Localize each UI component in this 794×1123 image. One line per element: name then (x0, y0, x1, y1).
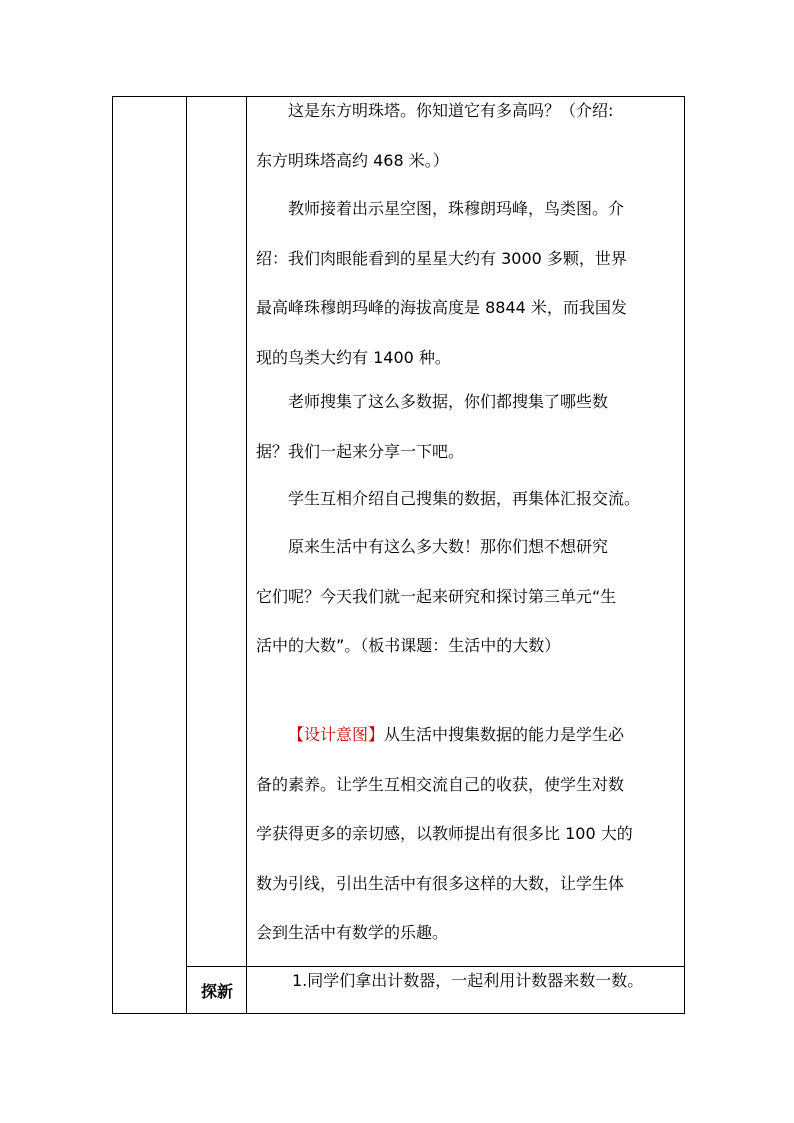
text-line: 据？我们一起来分享一下吧。 (256, 441, 465, 461)
text-line: 东方明珠塔高约 468 米。） (256, 150, 449, 170)
design-intent-label: 【设计意图】 (288, 725, 385, 744)
paragraph-stars-everest-birds (256, 184, 684, 382)
section-label-explore: 探新 (200, 982, 233, 1001)
text-line: 绍：我们肉眼能看到的星星大约有 3000 多颗，世界 (256, 248, 627, 268)
design-intent-text: 从生活中搜集数据的能力是学生必 (384, 725, 625, 744)
text-line: 最高峰珠穆朗玛峰的海拔高度是 8844 米，而我国发 (256, 298, 627, 317)
text-line: 它们呢？今天我们就一起来研究和探讨第三单元“生 (256, 586, 617, 606)
paragraph-students-share (256, 474, 684, 524)
text-line: 原来生活中有这么多大数！那你们想不想研究 (288, 537, 609, 556)
text-line: 1.同学们拿出计数器，一起利用计数器来数一数。 (292, 971, 644, 990)
table-right-border (684, 96, 685, 1014)
table-col-divider-1 (186, 96, 187, 1014)
table-col-divider-2 (246, 96, 247, 1014)
text-line: 教师接着出示星空图，珠穆朗玛峰，鸟类图。介 (288, 199, 625, 218)
paragraph-teacher-collected (256, 377, 684, 476)
text-line: 活中的大数”。（板书课题：生活中的大数） (256, 636, 561, 655)
paragraph-design-intent (256, 710, 684, 958)
paragraph-explore (256, 956, 684, 1006)
paragraph-big-numbers-intro (256, 522, 684, 671)
text-line (256, 710, 684, 760)
text-line: 会到生活中有数学的乐趣。 (256, 923, 449, 942)
text-line: 学获得更多的亲切感，以教师提出有很多比 100 大的 (256, 824, 633, 843)
table-left-border (112, 96, 113, 1014)
text-line: 现的鸟类大约有 1400 种。 (256, 347, 451, 367)
paragraph-intro-tower (256, 86, 684, 185)
text-line: 老师搜集了这么多数据，你们都搜集了哪些数 (288, 392, 609, 411)
text-line: 备的素养。让学生互相交流自己的收获，使学生对数 (256, 774, 625, 794)
text-line: 学生互相介绍自己搜集的数据，再集体汇报交流。 (288, 489, 641, 508)
text-line: 数为引线，引出生活中有很多这样的大数，让学生体 (256, 873, 625, 893)
text-line: 这是东方明珠塔。你知道它有多高吗？（介绍: (288, 101, 614, 120)
